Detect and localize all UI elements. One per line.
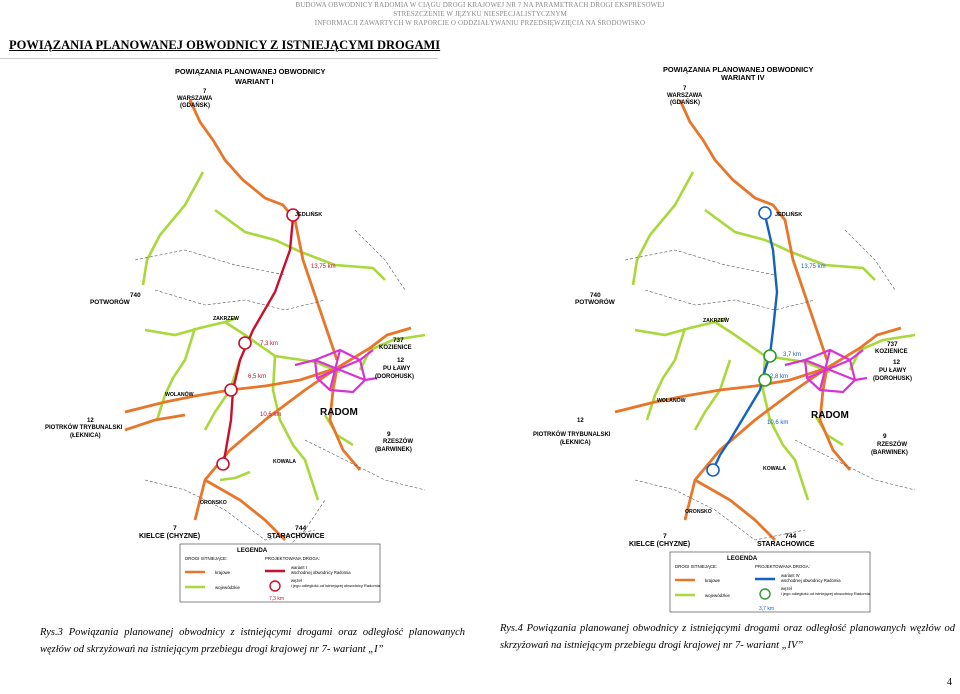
legend-national: krajowe [705,578,721,583]
legend-national: krajowe [215,570,231,575]
label-piotrkow-num: 12 [87,418,94,424]
label-oronsko: ORONSKO [685,509,712,515]
label-potworow-num: 740 [130,292,141,299]
legend-title: LEGENDA [727,555,758,562]
legend-km: 7,3 km [269,596,285,602]
map-heading: POWIĄZANIA PLANOWANEJ OBWODNICY [663,65,814,74]
map-legend [180,544,381,602]
label-jedlinsk: JEDLIŃSK [295,212,323,218]
legend-node-desc: i jego odległość od istniejącej obwodnicy Radomia [781,591,870,596]
label-piotrkow: PIOTRKÓW TRYBUNALSKI [533,432,611,438]
label-radom: RADOM [320,407,358,418]
page-title: POWIĄZANIA PLANOWANEJ OBWODNICY Z ISTNIEJĄCYMI DROGAMI [9,38,441,52]
caption-left: Rys.3 Powiązania planowanej obwodnicy z istniejącymi drogami oraz odległość planowanych węzłów od skrzyżowań na istniejącym przebiegu drogi krajowej nr 7- wariant „I” [40,627,465,655]
header-line-2: STRESZCZENIE W JĘZYKU NIESPECJALISTYCZNYM [393,10,567,18]
label-rzeszow: RZESZÓW [383,439,413,445]
page-number: 4 [947,677,952,688]
map-variant-1 [45,60,435,608]
legend-variant: wariant IV [781,573,800,578]
label-starachowice-num: 744 [785,533,797,540]
label-kozienice: KOZIENICE [379,345,412,351]
map-variant-label: WARIANT IV [721,73,765,82]
label-warszawa: WARSZAWA [667,93,703,99]
legend-variant: wariant I [291,565,307,570]
legend-existing: DROGI ISTNIEJĄCE: [675,564,718,569]
header-line-1: BUDOWA OBWODNICY RADOMIA W CIĄGU DROGI KRAJOWEJ NR 7 NA PARAMETRACH DROGI EKSPRESOWEJ [295,1,665,9]
label-kozienice: KOZIENICE [875,349,908,355]
label-jedlinsk: JEDLIŃSK [775,212,803,218]
label-dist4: 10,6 km [767,420,789,426]
label-kowala: KOWALA [273,459,297,465]
label-radom: RADOM [811,410,849,421]
label-piotrkow: PIOTRKÓW TRYBUNALSKI [45,425,123,431]
legend-node: węzeł [781,586,792,591]
label-lodz: (ŁEKNICA) [560,440,591,446]
legend-designed: PROJEKTOWANA DROGA: [265,556,320,561]
label-kielce-num: 7 [173,525,177,532]
label-dist1: 13,75 km [801,264,826,270]
label-rzeszow: RZESZÓW [877,442,907,448]
label-dist1: 13,75 km [311,264,336,270]
label-kozienice-num: 737 [393,337,404,344]
title-divider [0,58,438,59]
label-rzeszow-num: 9 [883,433,887,440]
legend-title: LEGENDA [237,547,268,554]
label-kozienice-num: 737 [887,341,898,348]
label-starachowice: STARACHOWICE [267,533,325,540]
label-kielce-num: 7 [663,533,667,540]
label-zakrzew: ZAKRZEW [213,316,239,322]
label-gdansk: (GDAŃSK) [180,103,210,109]
label-dorohusk: (DOROHUSK) [375,374,414,380]
legend-node-desc: i jego odległość od istniejącej obwodnicy Radomia [291,583,380,588]
legend-designed: PROJEKTOWANA DROGA: [755,564,810,569]
map-variant-label: WARIANT I [235,77,274,86]
label-lodz: (ŁEKNICA) [70,433,101,439]
label-potworow-num: 740 [590,292,601,299]
label-piotrkow-num: 12 [577,418,584,424]
legend-voivodeship: wojewódzkie [705,593,730,598]
header-line-3: INFORMACJI ZAWARTYCH W RAPORCIE O ODDZIAŁYWANIU PRZEDSIĘWZIĘCIA NA ŚRODOWISKO [314,19,646,27]
label-starachowice: STARACHOWICE [757,541,815,548]
label-dist4: 10,6 km [260,412,282,418]
legend-variant-desc: wschodniej obwodnicy Radomia [291,570,351,575]
label-warszawa: WARSZAWA [177,96,213,102]
label-starachowice-num: 744 [295,525,307,532]
label-potworow: POTWORÓW [575,299,615,306]
label-oronsko: ORONSKO [200,500,227,506]
label-barwinek: (BARWINEK) [375,447,412,453]
label-potworow: POTWORÓW [90,299,130,306]
label-barwinek: (BARWINEK) [871,450,908,456]
legend-existing: DROGI ISTNIEJĄCE: [185,556,228,561]
label-pulawy-num: 12 [397,357,405,364]
legend-node: węzeł [291,578,302,583]
label-dist3: 2,8 km [770,374,789,380]
label-dist2: 7,3 km [260,341,279,347]
label-dorohusk: (DOROHUSK) [873,376,912,382]
label-warszawa-num: 7 [683,86,687,92]
legend-variant-desc: wschodniej obwodnicy Radomia [781,578,841,583]
national-roads [615,100,901,540]
label-pulawy-num: 12 [893,359,901,366]
legend-km: 3,7 km [759,606,775,612]
map-legend [670,552,871,612]
label-dist2: 3,7 km [783,352,802,358]
map-variant-4 [533,60,927,616]
map-heading: POWIĄZANIA PLANOWANEJ OBWODNICY [175,67,326,76]
national-roads [125,100,411,540]
label-zakrzew: ZAKRZEW [703,318,729,324]
label-wolanow: WOLANÓW [657,398,686,404]
label-warszawa-num: 7 [203,89,207,95]
label-gdansk: (GDAŃSK) [670,100,700,106]
label-rzeszow-num: 9 [387,431,391,438]
label-pulawy: PU ŁAWY [383,366,411,372]
caption-right: Rys.4 Powiązania planowanej obwodnicy z istniejącymi drogami oraz odległość planowanych węzłów od skrzyżowań na istniejącym przebiegu drogi krajowej nr 7- wariant „IV” [500,623,955,651]
label-pulawy: PU ŁAWY [879,368,907,374]
legend-voivodeship: wojewódzkie [215,585,240,590]
interchange-nodes [707,207,776,476]
label-wolanow: WOLANÓW [165,392,194,398]
label-kielce: KIELCE (CHYZNE) [139,533,201,540]
label-kielce: KIELCE (CHYZNE) [629,541,691,548]
label-dist3: 6,5 km [248,374,267,380]
label-kowala: KOWALA [763,466,787,472]
